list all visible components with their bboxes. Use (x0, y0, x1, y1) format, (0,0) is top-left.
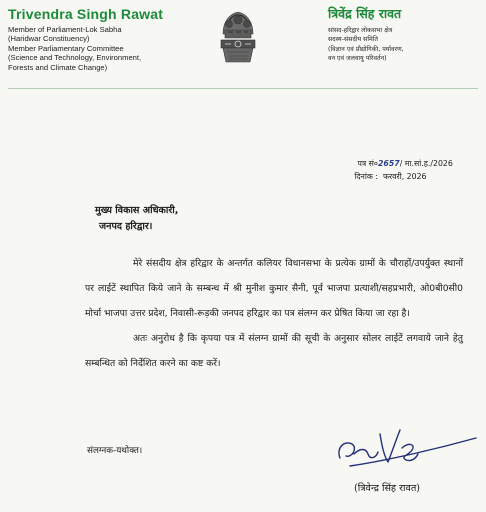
letterhead-divider (8, 88, 478, 89)
letter-number-handwritten: 2657 (378, 159, 400, 168)
date-row (330, 170, 480, 183)
reference-block (330, 157, 480, 183)
addressee-title: मुख्य विकास अधिकारी, (95, 205, 179, 216)
date-label: दिनांक : (354, 172, 378, 181)
letterhead-hindi (328, 6, 484, 64)
letterhead-line: (विज्ञान एवं प्रौद्योगिकी, पर्यावरण, (328, 45, 404, 53)
letterhead-line: सदस्य-संसदीय समिति (328, 36, 378, 44)
addressee-district: जनपद हरिद्वार। (99, 221, 153, 232)
letterhead-line: Member of Parliament-Lok Sabha (8, 25, 122, 34)
national-emblem-icon (213, 4, 263, 80)
body-paragraph: मेरे संसदीय क्षेत्र हरिद्वार के अन्तर्गत कलियर विधानसभा के प्रत्येक ग्रामों के चौराहों/उपर्युक्त स्थानों पर लाईटें स्थापित किये जाने के सम्बन्ध में श्री मुनीश कुमार सैनी, पूर्व भाजपा प्रत्याशी/सहप्रभारी, ओ0बी0सी0 मोर्चा भाजपा उत्तर प्रदेश, निवासी-रूड़की जनपद हरिद्वार का पत्र संलग्न कर प्रेषित किया जा रहा है। (85, 258, 463, 319)
letterhead-line: सांसद-हरिद्वार लोकसभा क्षेत्र (328, 27, 393, 34)
signatory-name: (त्रिवेन्द्र सिंह रावत) (354, 483, 421, 494)
addressee (95, 203, 178, 235)
body-paragraph: अतः अनुरोध है कि कृपया पत्र में संलग्न ग्रामों की सूची के अनुसार सोलर लाईटें लगवाये जाने हेतु सम्बन्धित को निर्देशित करने का कष्ट करें। (85, 333, 463, 369)
sender-name-hindi: त्रिवेंद्र सिंह रावत (328, 6, 402, 21)
sender-name-english: Trivendra Singh Rawat (8, 6, 164, 22)
date-value: फरवरी, 2026 (382, 172, 427, 181)
letterhead-line: (Science and Technology, Environment, (8, 53, 142, 63)
letter-number-row (330, 157, 480, 170)
letterhead-line: (Haridwar Constituency) (8, 34, 90, 44)
letterhead-line: Forests and Climate Change) (8, 62, 108, 72)
handwritten-signature (330, 418, 480, 478)
letter-number-label: पत्र सं० (357, 159, 378, 168)
letterhead-english (8, 6, 198, 72)
letterhead-line: Member Parliamentary Committee (8, 43, 124, 53)
letter-body (85, 251, 463, 376)
letterhead-line: वन एवं जलवायु परिवर्तन) (328, 55, 387, 63)
enclosure-note: संलग्नक-यथोक्त। (87, 446, 143, 456)
letter-number-suffix: / मा.सां.ह./2026 (399, 159, 453, 168)
